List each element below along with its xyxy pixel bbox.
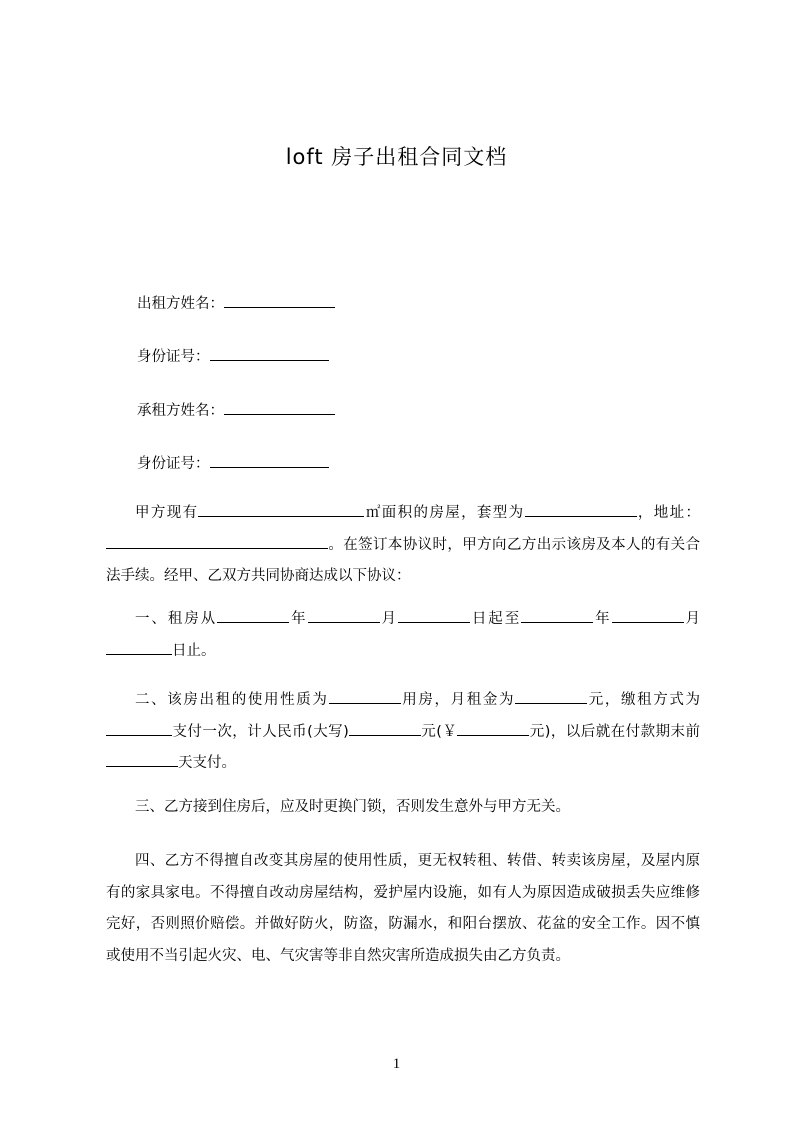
clause-2-text-3: 元，缴租方式为 [587,692,701,708]
clause-1-text-1: 一、租房从 [135,611,218,627]
amount-words-blank[interactable] [349,721,421,736]
payment-days-blank[interactable] [106,752,178,767]
usage-blank[interactable] [329,689,401,704]
amount-number-blank[interactable] [457,721,529,736]
clause-2-text-7: 天支付。 [178,755,236,771]
lessee-name-blank[interactable] [224,399,335,415]
intro-text-3: ，地址： [636,505,701,521]
document-title: loft 房子出租合同文档 [285,145,508,169]
clause-2-text-1: 二、该房出租的使用性质为 [135,692,329,708]
lessor-name-label: 出租方姓名： [137,296,224,312]
intro-text-4: 。在签订本协议时，甲方向乙方出示该房及本人的有关合法手续。经甲、乙双方共同协商达成以下协议： [106,536,700,584]
intro-text-1: 甲方现有 [135,505,199,521]
clause-4: 四、乙方不得擅自改变其房屋的使用性质，更无权转租、转借、转卖该房屋，及屋内原有的家具家电。不得擅自改动房屋结构，爱护屋内设施，如有人为原因造成破损丢失应维修完好，否则照价赔偿。并做好防火，防盗，防漏水，和阳台摆放、花盆的安全工作。因不慎或使用不当引起火灾、电、气灾害等非自然灾害所造成损失由乙方负责。 [106,853,700,964]
end-month-blank[interactable] [612,608,684,623]
clause-1-text-6: 月 [683,611,700,627]
clause-2 [106,685,700,780]
page-number: 1 [392,1056,401,1072]
monthly-rent-blank[interactable] [515,689,587,704]
lessor-name-field [137,292,335,314]
clause-2-text-5: 元(￥ [420,723,458,740]
lessor-id-label: 身份证号： [137,349,210,365]
lessor-id-blank[interactable] [210,345,329,361]
clause-1-text-5: 年 [593,611,612,627]
clause-2-text-2: 用房，月租金为 [400,692,516,708]
clause-1-text-7: 日止。 [172,642,216,659]
intro-paragraph [106,498,700,593]
area-blank[interactable] [198,502,364,517]
clause-1 [106,604,700,667]
end-year-blank[interactable] [521,608,593,623]
lessee-id-field [137,452,329,474]
clause-1-text-2: 年 [289,611,308,627]
clause-1-text-4: 日起至 [469,611,522,627]
lessor-id-field [137,345,329,367]
clause-2-text-6: 元)，以后就在付款期末前 [529,723,700,740]
unit-type-blank[interactable] [525,502,637,517]
clause-3: 三、乙方接到住房后，应及时更换门锁，否则发生意外与甲方无关。 [135,799,570,815]
lessee-id-label: 身份证号： [137,456,210,472]
clause-1-text-3: 月 [379,611,398,627]
end-day-blank[interactable] [106,640,172,655]
lessee-name-field [137,399,335,421]
clause-2-text-4: 支付一次，计人民币(大写) [172,723,349,740]
start-year-blank[interactable] [217,608,289,623]
payment-period-blank[interactable] [106,721,172,736]
start-day-blank[interactable] [398,608,470,623]
lessee-name-label: 承租方姓名： [137,403,224,419]
lessee-id-blank[interactable] [210,452,329,468]
intro-text-2: ㎡面积的房屋，套型为 [364,505,525,521]
lessor-name-blank[interactable] [224,292,335,308]
address-blank[interactable] [106,534,328,549]
start-month-blank[interactable] [308,608,380,623]
